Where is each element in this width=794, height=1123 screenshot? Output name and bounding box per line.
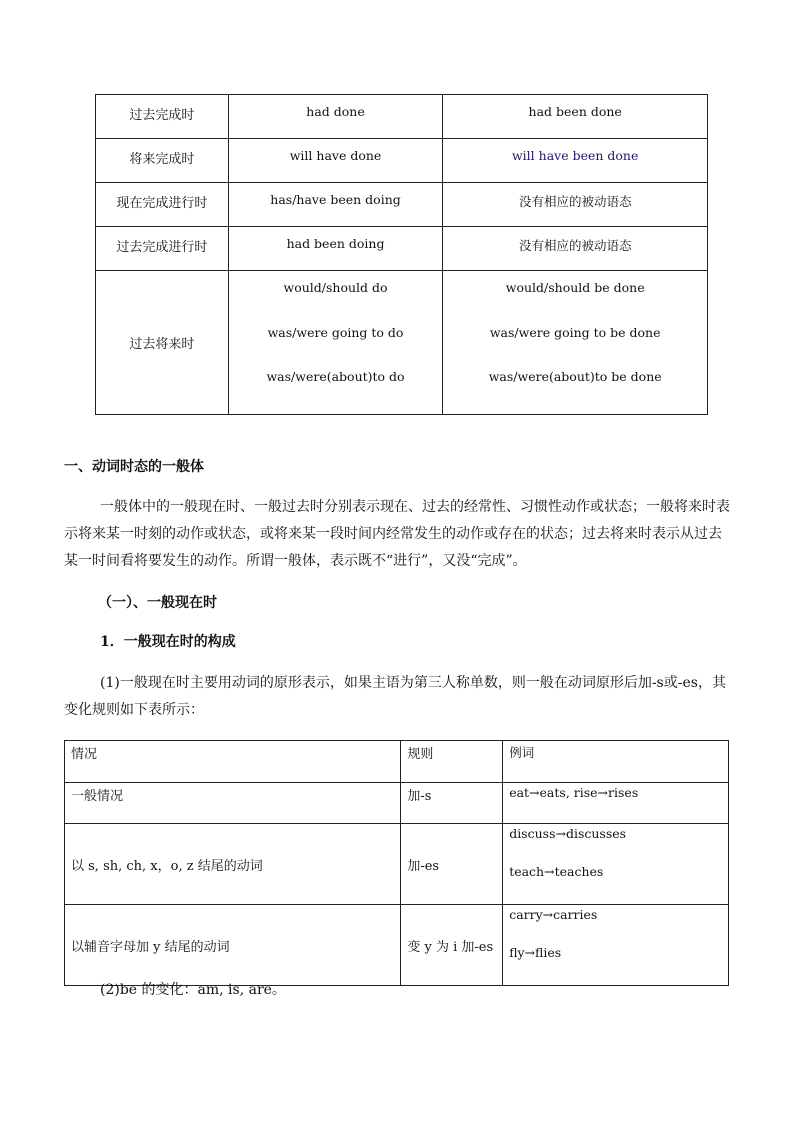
active-form: had done: [228, 95, 443, 139]
tense-table: [95, 94, 708, 415]
table-row: [96, 139, 708, 183]
rule-paragraph: (1)一般现在时主要用动词的原形表示，如果主语为第三人称单数，则一般在动词原形后加-s或-es，其变化规则如下表所示：: [64, 675, 726, 718]
passive-forms: [443, 271, 708, 415]
section-heading: 一、动词时态的一般体: [64, 459, 204, 475]
rule-cell: 加-es: [401, 824, 503, 905]
table-row: [96, 227, 708, 271]
subsection-heading: （一）、一般现在时: [98, 595, 217, 611]
table-row: [65, 782, 729, 824]
case-cell: 以 s, sh, ch, x，o, z 结尾的动词: [65, 824, 401, 905]
table-header-row: [65, 741, 729, 783]
rule-cell: 加-s: [401, 782, 503, 824]
example-cell: [503, 905, 729, 986]
active-form: was/were(about)to do: [266, 369, 405, 384]
header-case: 情况: [65, 741, 401, 783]
active-form: will have done: [228, 139, 443, 183]
passive-form: was/were going to be done: [489, 324, 661, 340]
active-form: had been doing: [228, 227, 443, 271]
active-form: was/were going to do: [267, 324, 404, 340]
example-cell: eat→eats, rise→rises: [503, 782, 729, 824]
table-row: [96, 95, 708, 139]
passive-form: 没有相应的被动语态: [443, 183, 708, 227]
example: carry→carries: [509, 907, 598, 922]
table-row: [96, 271, 708, 415]
header-rule: 规则: [401, 741, 503, 783]
passive-form: 没有相应的被动语态: [443, 227, 708, 271]
active-forms: [228, 271, 443, 415]
intro-paragraph: 一般体中的一般现在时、一般过去时分别表示现在、过去的经常性、习惯性动作或状态；一般将来时表示将来某一时刻的动作或状态，或将来某一段时间内经常发生的动作或存在的状态；过去将来时表示从过去某一时间看将要发生的动作。所谓一般体，表示既不“进行”，又没“完成”。: [64, 499, 730, 569]
passive-form: had been done: [443, 95, 708, 139]
case-cell: 以辅音字母加 y 结尾的动词: [65, 905, 401, 986]
example: teach→teaches: [509, 864, 604, 879]
tense-name: 过去将来时: [96, 271, 229, 415]
table-row: [65, 824, 729, 905]
example: fly→flies: [509, 945, 562, 960]
active-form: has/have been doing: [228, 183, 443, 227]
passive-form: will have been done: [443, 139, 708, 183]
sub-subsection-heading: 1．一般现在时的构成: [100, 634, 236, 650]
be-note: (2)be 的变化：am, is, are。: [100, 982, 286, 998]
rule-cell: 变 y 为 i 加-es: [401, 905, 503, 986]
passive-form: was/were(about)to be done: [488, 369, 662, 384]
tense-name: 过去完成进行时: [96, 227, 229, 271]
tense-name: 将来完成时: [96, 139, 229, 183]
tense-name: 过去完成时: [96, 95, 229, 139]
example-cell: [503, 824, 729, 905]
header-examples: 例词: [503, 741, 729, 783]
case-cell: 一般情况: [65, 782, 401, 824]
example: discuss→discusses: [509, 826, 627, 841]
passive-form: would/should be done: [505, 280, 645, 295]
table-row: [96, 183, 708, 227]
tense-name: 现在完成进行时: [96, 183, 229, 227]
rules-table: [64, 740, 729, 986]
table-row: [65, 905, 729, 986]
active-form: would/should do: [283, 280, 388, 295]
